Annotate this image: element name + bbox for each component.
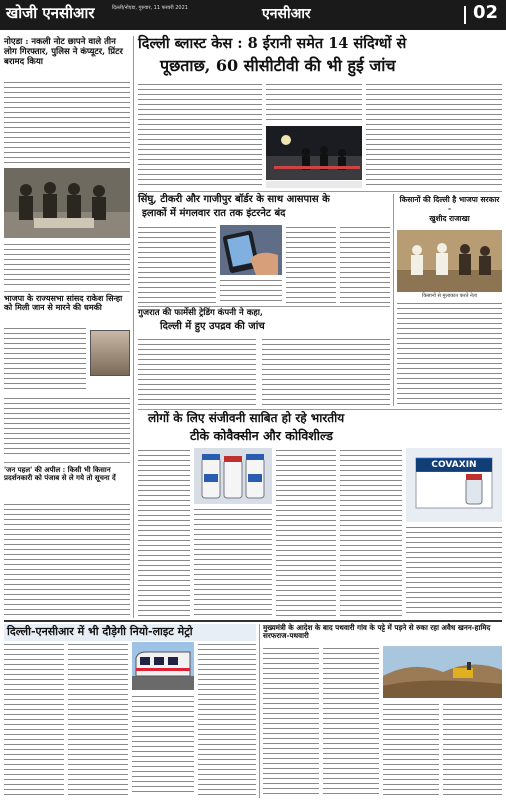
mining-body-col1: [263, 646, 319, 796]
gujarat-body-col1: [138, 337, 256, 405]
internet-headline-line-2: इलाकों में मंगलवार रात तक इंटरनेट बंद: [142, 208, 286, 219]
farmers-meeting-photo: [397, 230, 502, 292]
bjp-headline: भाजपा के राज्यसभा सांसद राकेश सिन्हा को मिली जान से मारने की धमकी: [4, 293, 123, 313]
section-name: एनसीआर: [262, 6, 311, 22]
metro-column-rule: [259, 624, 260, 798]
mining-body-col3: [383, 702, 439, 796]
newspaper-title: खोजी एनसीआर: [6, 4, 95, 22]
vaccine-body-col1: [138, 448, 190, 616]
covaxin-label: COVAXIN: [416, 459, 492, 471]
police-body: [4, 502, 130, 616]
bjp-body: [4, 326, 86, 392]
gujarat-body-col2: [262, 337, 390, 405]
metro-headline: दिल्ली-एनसीआर में भी दौड़ेगी नियो-लाइट मेट्रो: [4, 624, 256, 641]
farmers-photo-caption: किसानों से मुलाकात करते नेता: [422, 293, 477, 299]
gujarat-headline-line-2: दिल्ली में हुए उपद्रव की जांच: [160, 321, 265, 332]
lead-body: [138, 82, 262, 188]
lead-body-col3: [266, 82, 362, 124]
metro-body-col4: [198, 642, 256, 796]
lead-headline-line-2: पूछताछ, 60 सीसीटीवी की भी हुई जांच: [160, 56, 396, 75]
left-divider-1: [4, 291, 130, 292]
vaccine-body-col3: [276, 448, 336, 616]
vaccine-top-rule: [138, 409, 502, 410]
internet-headline-line-1: सिंघु, टीकरी और गाजीपुर बॉर्डर के साथ आसपास के: [138, 194, 330, 205]
police-headline: 'जन पहल' की अपील : किसी भी किसान प्रदर्शनकारी को पंजाब से ले गये तो सूचना दें: [4, 465, 116, 483]
farmers-headline-line-2: खुशीद राजाखा: [429, 214, 470, 223]
blast-photo-caption: [266, 181, 362, 188]
metro-body-col3: [132, 694, 194, 796]
farmers-body: [397, 301, 502, 405]
vaccine-headline-line-2: टीके कोवैक्सीन और कोविशील्ड: [190, 428, 333, 443]
lead-bottom-rule: [138, 191, 502, 192]
mining-headline: मुख्यमंत्री के आदेश के बाद पथवारी गांव के पट्टे में पड़ने से रुका रहा अवैध खनन-हामिद सरफराज-पथवारी: [263, 623, 491, 641]
metro-train-photo: [132, 642, 194, 690]
noida-arrest-photo: [4, 168, 130, 238]
mining-body-col4: [443, 702, 502, 796]
farmers-headline-line-1: किसानों की दिल्ली है भाजपा सरकार -: [399, 195, 500, 213]
noida-headline: नोएडा : नकली नोट छापने वाले तीन लोग गिरफ्तार, पुलिस ने कंप्यूटर, प्रिंटर बरामद किया: [4, 37, 123, 67]
noida-body-continued: [4, 242, 130, 288]
noida-body: [4, 80, 130, 166]
lead-body-col4: [366, 82, 502, 188]
masthead: [0, 0, 506, 30]
internet-body-col3: [286, 225, 336, 303]
metro-body-col1: [4, 642, 64, 796]
blast-site-photo: [266, 126, 362, 180]
internet-body-col4: [340, 225, 390, 303]
vaccine-vials-photo: [194, 448, 272, 504]
farmers-column-rule: [393, 194, 394, 406]
internet-body-col2: [220, 278, 282, 303]
internet-bottom-rule: [138, 306, 390, 307]
left-column-rule: [133, 36, 134, 618]
gujarat-headline-line-1: गुजरात की फार्मेसी ट्रेडिंग कंपनी ने कहा,: [138, 308, 263, 318]
vaccine-headline-line-1: लोगों के लिए संजीवनी साबित हो रहे भारतीय: [148, 411, 345, 425]
mining-site-photo: [383, 646, 502, 698]
page-number-divider: [464, 6, 466, 24]
lower-section-rule: [4, 620, 502, 622]
dateline: दिल्ली/नोएडा, गुरुवार, 11 फरवरी 2021: [112, 5, 188, 11]
page-number: 02: [472, 2, 498, 23]
internet-body-col1: [138, 225, 216, 303]
mining-body-col2: [323, 646, 379, 796]
vaccine-body-col5: [406, 525, 502, 616]
left-divider-2: [4, 462, 130, 463]
vaccine-body-col4: [340, 448, 402, 616]
mobile-internet-photo: [220, 225, 282, 275]
rakesh-sinha-photo: [90, 330, 130, 376]
metro-body-col2: [68, 642, 128, 796]
vaccine-body-col2: [194, 507, 272, 616]
bjp-body-continued: [4, 396, 130, 458]
lead-headline-line-1: दिल्ली ब्लास्ट केस : 8 ईरानी समेत 14 संदिग्धों से: [138, 35, 407, 52]
covaxin-box-photo: [406, 448, 502, 522]
